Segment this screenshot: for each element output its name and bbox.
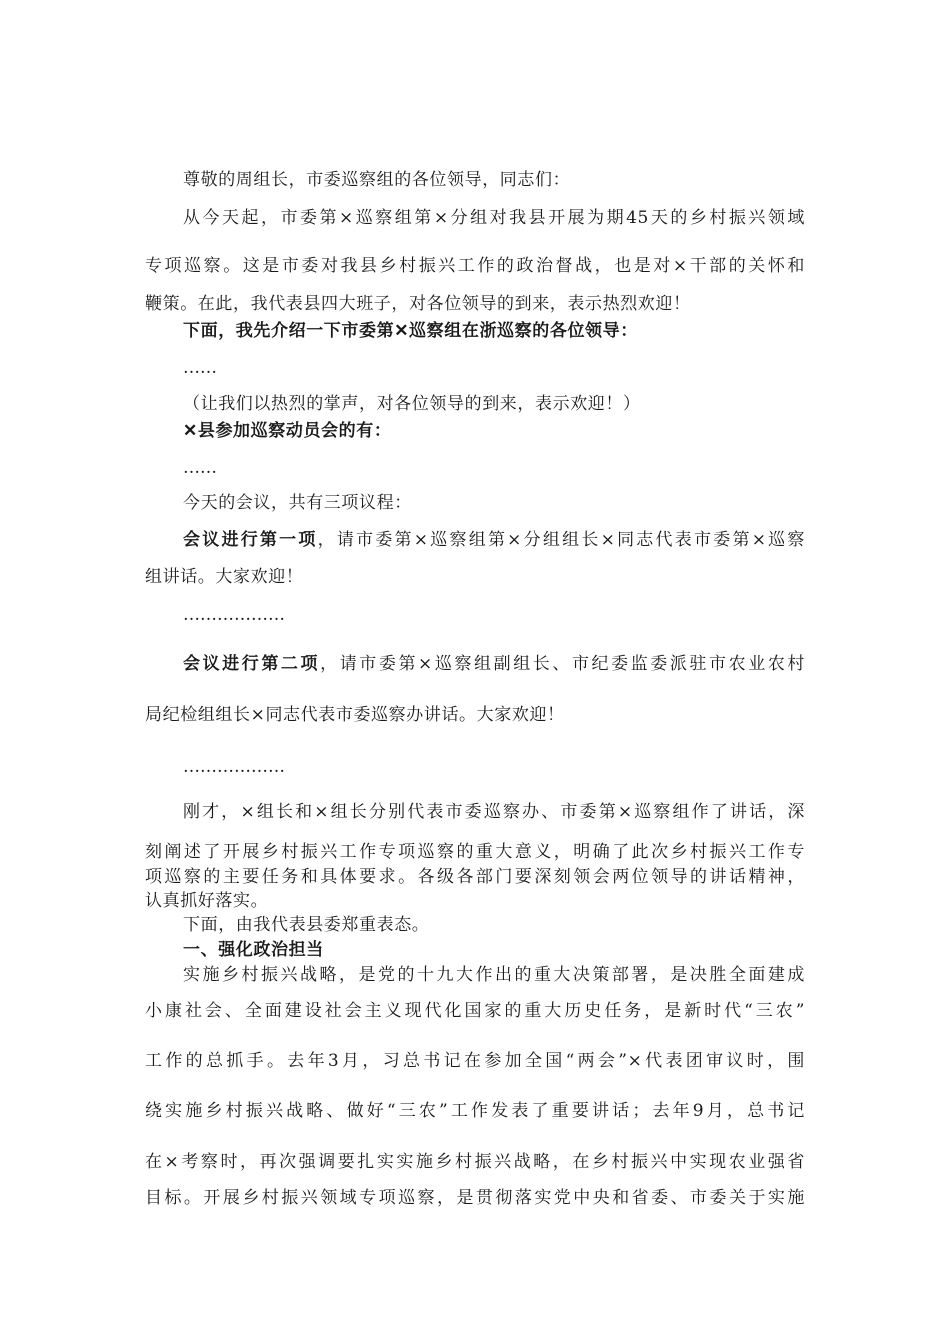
paragraph-line: 认真抓好落实。: [145, 891, 269, 911]
paragraph-line: 小康社会、全面建设社会主义现代化国家的重大历史任务，是新时代“三农”: [145, 1001, 805, 1021]
paragraph-line: 从今天起，市委第×巡察组第×分组对我县开展为期45天的乡村振兴领域: [183, 208, 805, 228]
paragraph-line: 工作的总抓手。去年3月，习总书记在参加全国“两会”×代表团审议时，围: [145, 1051, 805, 1071]
paragraph-line: 刚才，×组长和×组长分别代表市委巡察办、市委第×巡察组作了讲话，深: [183, 802, 805, 822]
ellipsis: ………………: [183, 757, 285, 777]
intro-leaders-heading: 下面，我先介绍一下市委第✕巡察组在浙巡察的各位领导：: [183, 321, 638, 341]
ellipsis: ………………: [183, 605, 285, 625]
agenda-item-2-text: ，请市委第×巡察组副组长、市纪委监委派驻市农业农村: [320, 654, 806, 674]
agenda-intro: 今天的会议，共有三项议程：: [183, 493, 412, 513]
paragraph-line: 专项巡察。这是市委对我县乡村振兴工作的政治督战，也是对×干部的关怀和: [145, 256, 805, 276]
paragraph-line: 局纪检组组长×同志代表市委巡察办讲话。大家欢迎！: [145, 705, 565, 725]
paragraph-line: 项巡察的主要任务和具体要求。各级各部门要深刻领会两位领导的讲话精神，: [145, 867, 805, 887]
paragraph-line: 鞭策。在此，我代表县四大班子，对各位领导的到来，表示热烈欢迎！: [145, 294, 691, 314]
section-heading: 一、强化政治担当: [183, 940, 324, 960]
paragraph-line: 组讲话。大家欢迎！: [145, 567, 304, 587]
paragraph-line: 目标。开展乡村振兴领域专项巡察，是贯彻落实党中央和省委、市委关于实施: [145, 1188, 805, 1208]
county-attendees-heading: ✕县参加巡察动员会的有：: [183, 421, 392, 441]
paragraph-line: 在×考察时，再次强调要扎实实施乡村振兴战略，在乡村振兴中实现农业强省: [145, 1152, 805, 1172]
statement-intro: 下面，由我代表县委郑重表态。: [183, 915, 430, 935]
agenda-item-2-label: 会议进行第二项: [183, 654, 321, 674]
agenda-item-1-label: 会议进行第一项: [183, 530, 318, 550]
agenda-item-1-line: [183, 529, 805, 551]
agenda-item-2-line: [183, 653, 805, 675]
paragraph-line: 实施乡村振兴战略，是党的十九大作出的重大决策部署，是决胜全面建成: [183, 965, 805, 985]
salutation: 尊敬的周组长，市委巡察组的各位领导，同志们：: [183, 170, 571, 190]
applause-note: （让我们以热烈的掌声，对各位领导的到来，表示欢迎！）: [183, 394, 641, 414]
ellipsis: ……: [183, 358, 217, 378]
paragraph-line: 绕实施乡村振兴战略、做好“三农”工作发表了重要讲话；去年9月，总书记: [145, 1101, 805, 1121]
ellipsis: ……: [183, 458, 217, 478]
agenda-item-1-text: ，请市委第×巡察组第×分组组长×同志代表市委第×巡察: [317, 530, 805, 550]
paragraph-line: 刻阐述了开展乡村振兴工作专项巡察的重大意义，明确了此次乡村振兴工作专: [145, 842, 805, 862]
